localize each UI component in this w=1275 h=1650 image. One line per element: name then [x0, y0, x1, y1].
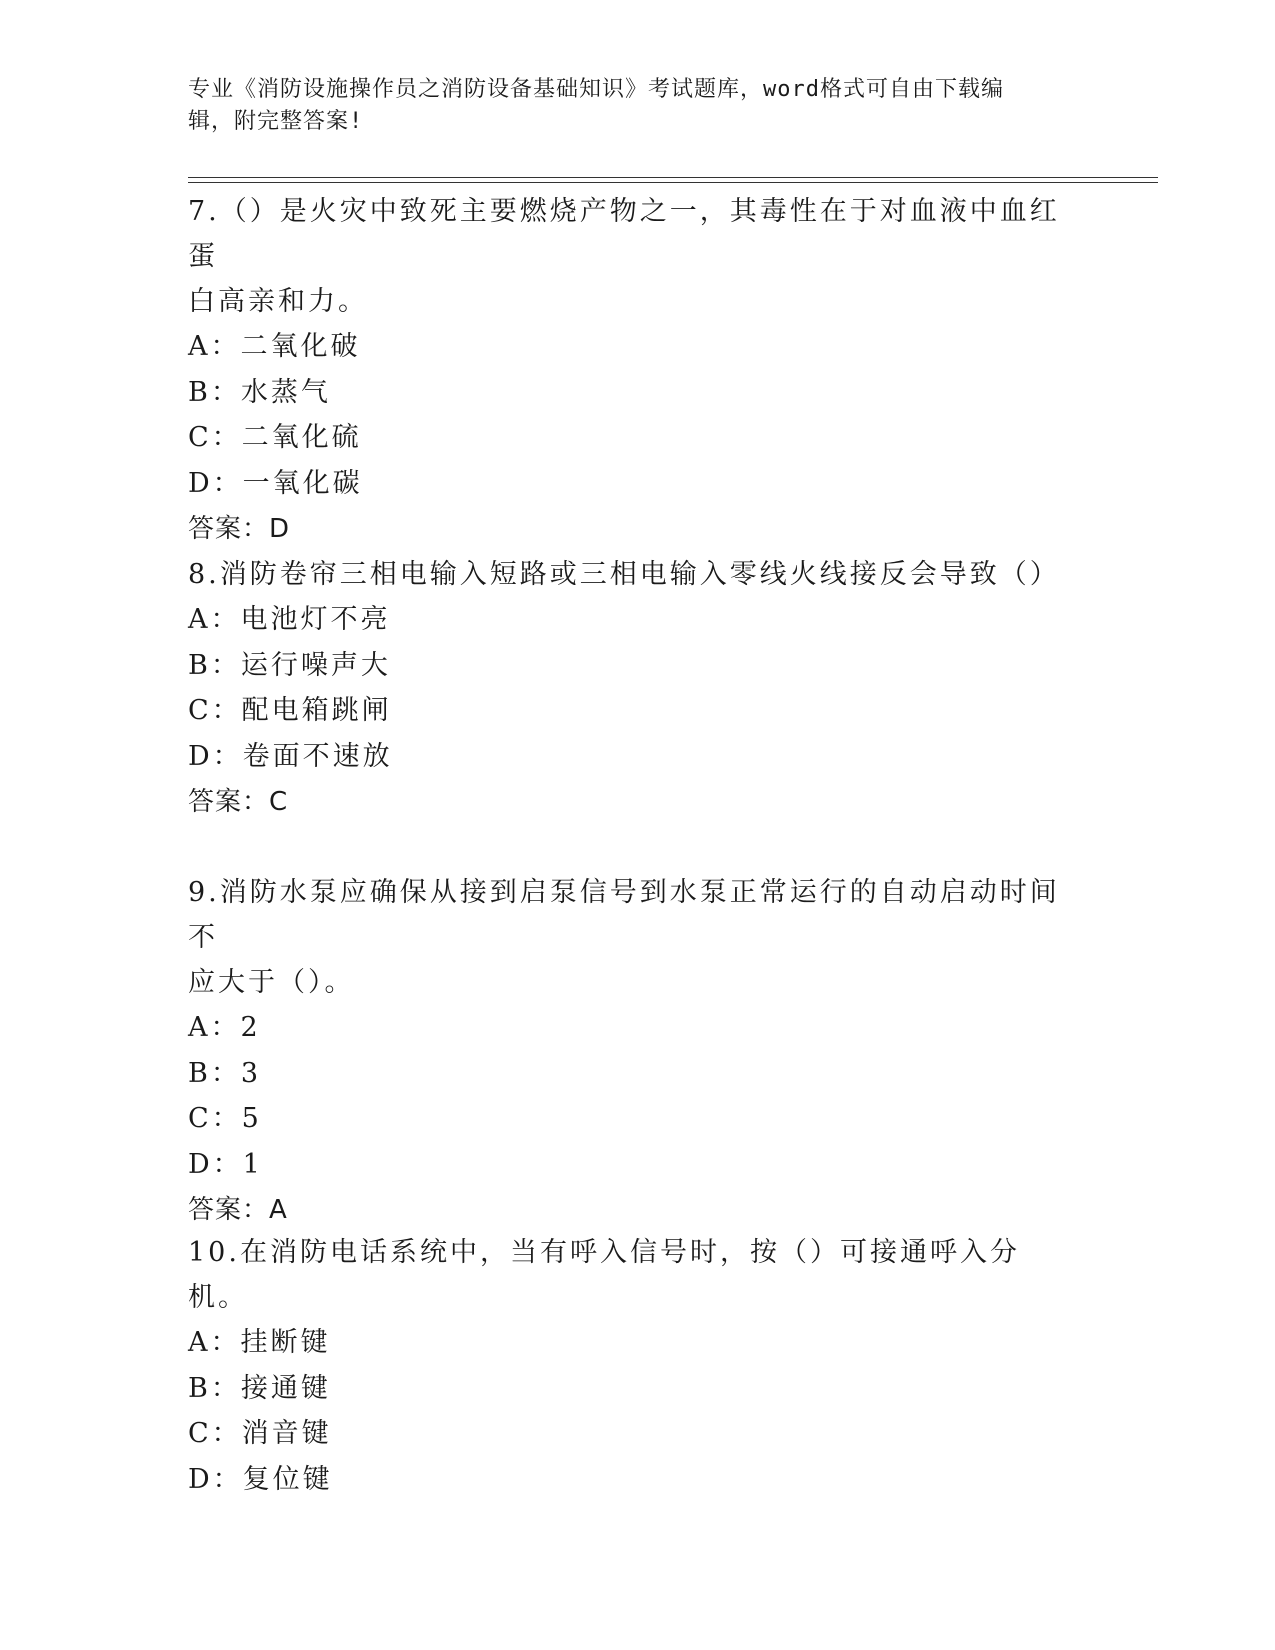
option-c: C：配电箱跳闸 [188, 695, 392, 726]
option-c: C：消音键 [188, 1418, 332, 1449]
document-header [188, 74, 1068, 138]
option-a: A：2 [188, 1012, 261, 1043]
option-c: C：二氧化硫 [188, 422, 362, 453]
option-d: D：一氧化碳 [188, 467, 363, 499]
option-d: D：复位键 [188, 1463, 333, 1495]
option-a: A：电池灯不亮 [188, 604, 391, 635]
question-stem-line-1: 9.消防水泵应确保从接到启泵信号到水泵正常运行的自动启动时间不 [188, 877, 1060, 953]
header-divider-top [188, 177, 1158, 178]
option-a: A：挂断键 [188, 1327, 331, 1358]
answer: 答案：C [188, 787, 289, 817]
option-d: D：1 [188, 1148, 263, 1180]
question-stem-line-2: 白高亲和力。 [188, 286, 368, 317]
option-c: C：5 [188, 1103, 262, 1134]
header-line-2: 辑，附完整答案! [188, 109, 364, 134]
question-10 [188, 1230, 1068, 1502]
question-stem-line-2: 应大于（）。 [188, 967, 355, 998]
answer: 答案：D [188, 514, 291, 544]
option-b: B：水蒸气 [188, 376, 331, 408]
option-b: B：接通键 [188, 1372, 331, 1404]
header-divider-bottom [188, 182, 1158, 183]
answer: 答案：A [188, 1195, 288, 1225]
question-8 [188, 552, 1068, 825]
question-9 [188, 870, 1068, 1233]
option-b: B：3 [188, 1057, 262, 1089]
question-7 [188, 189, 1068, 552]
question-stem-line-1: 10.在消防电话系统中，当有呼入信号时，按（）可接通呼入分机。 [188, 1237, 1020, 1313]
question-stem-line-1: 7.（）是火灾中致死主要燃烧产物之一，其毒性在于对血液中血红蛋 [188, 196, 1060, 272]
option-d: D：卷面不速放 [188, 740, 393, 772]
option-b: B：运行噪声大 [188, 649, 391, 681]
question-stem-line-1: 8.消防卷帘三相电输入短路或三相电输入零线火线接反会导致（） [188, 559, 1060, 590]
header-line-1: 专业《消防设施操作员之消防设备基础知识》考试题库，word格式可自由下载编 [188, 77, 1004, 102]
option-a: A：二氧化破 [188, 331, 361, 362]
